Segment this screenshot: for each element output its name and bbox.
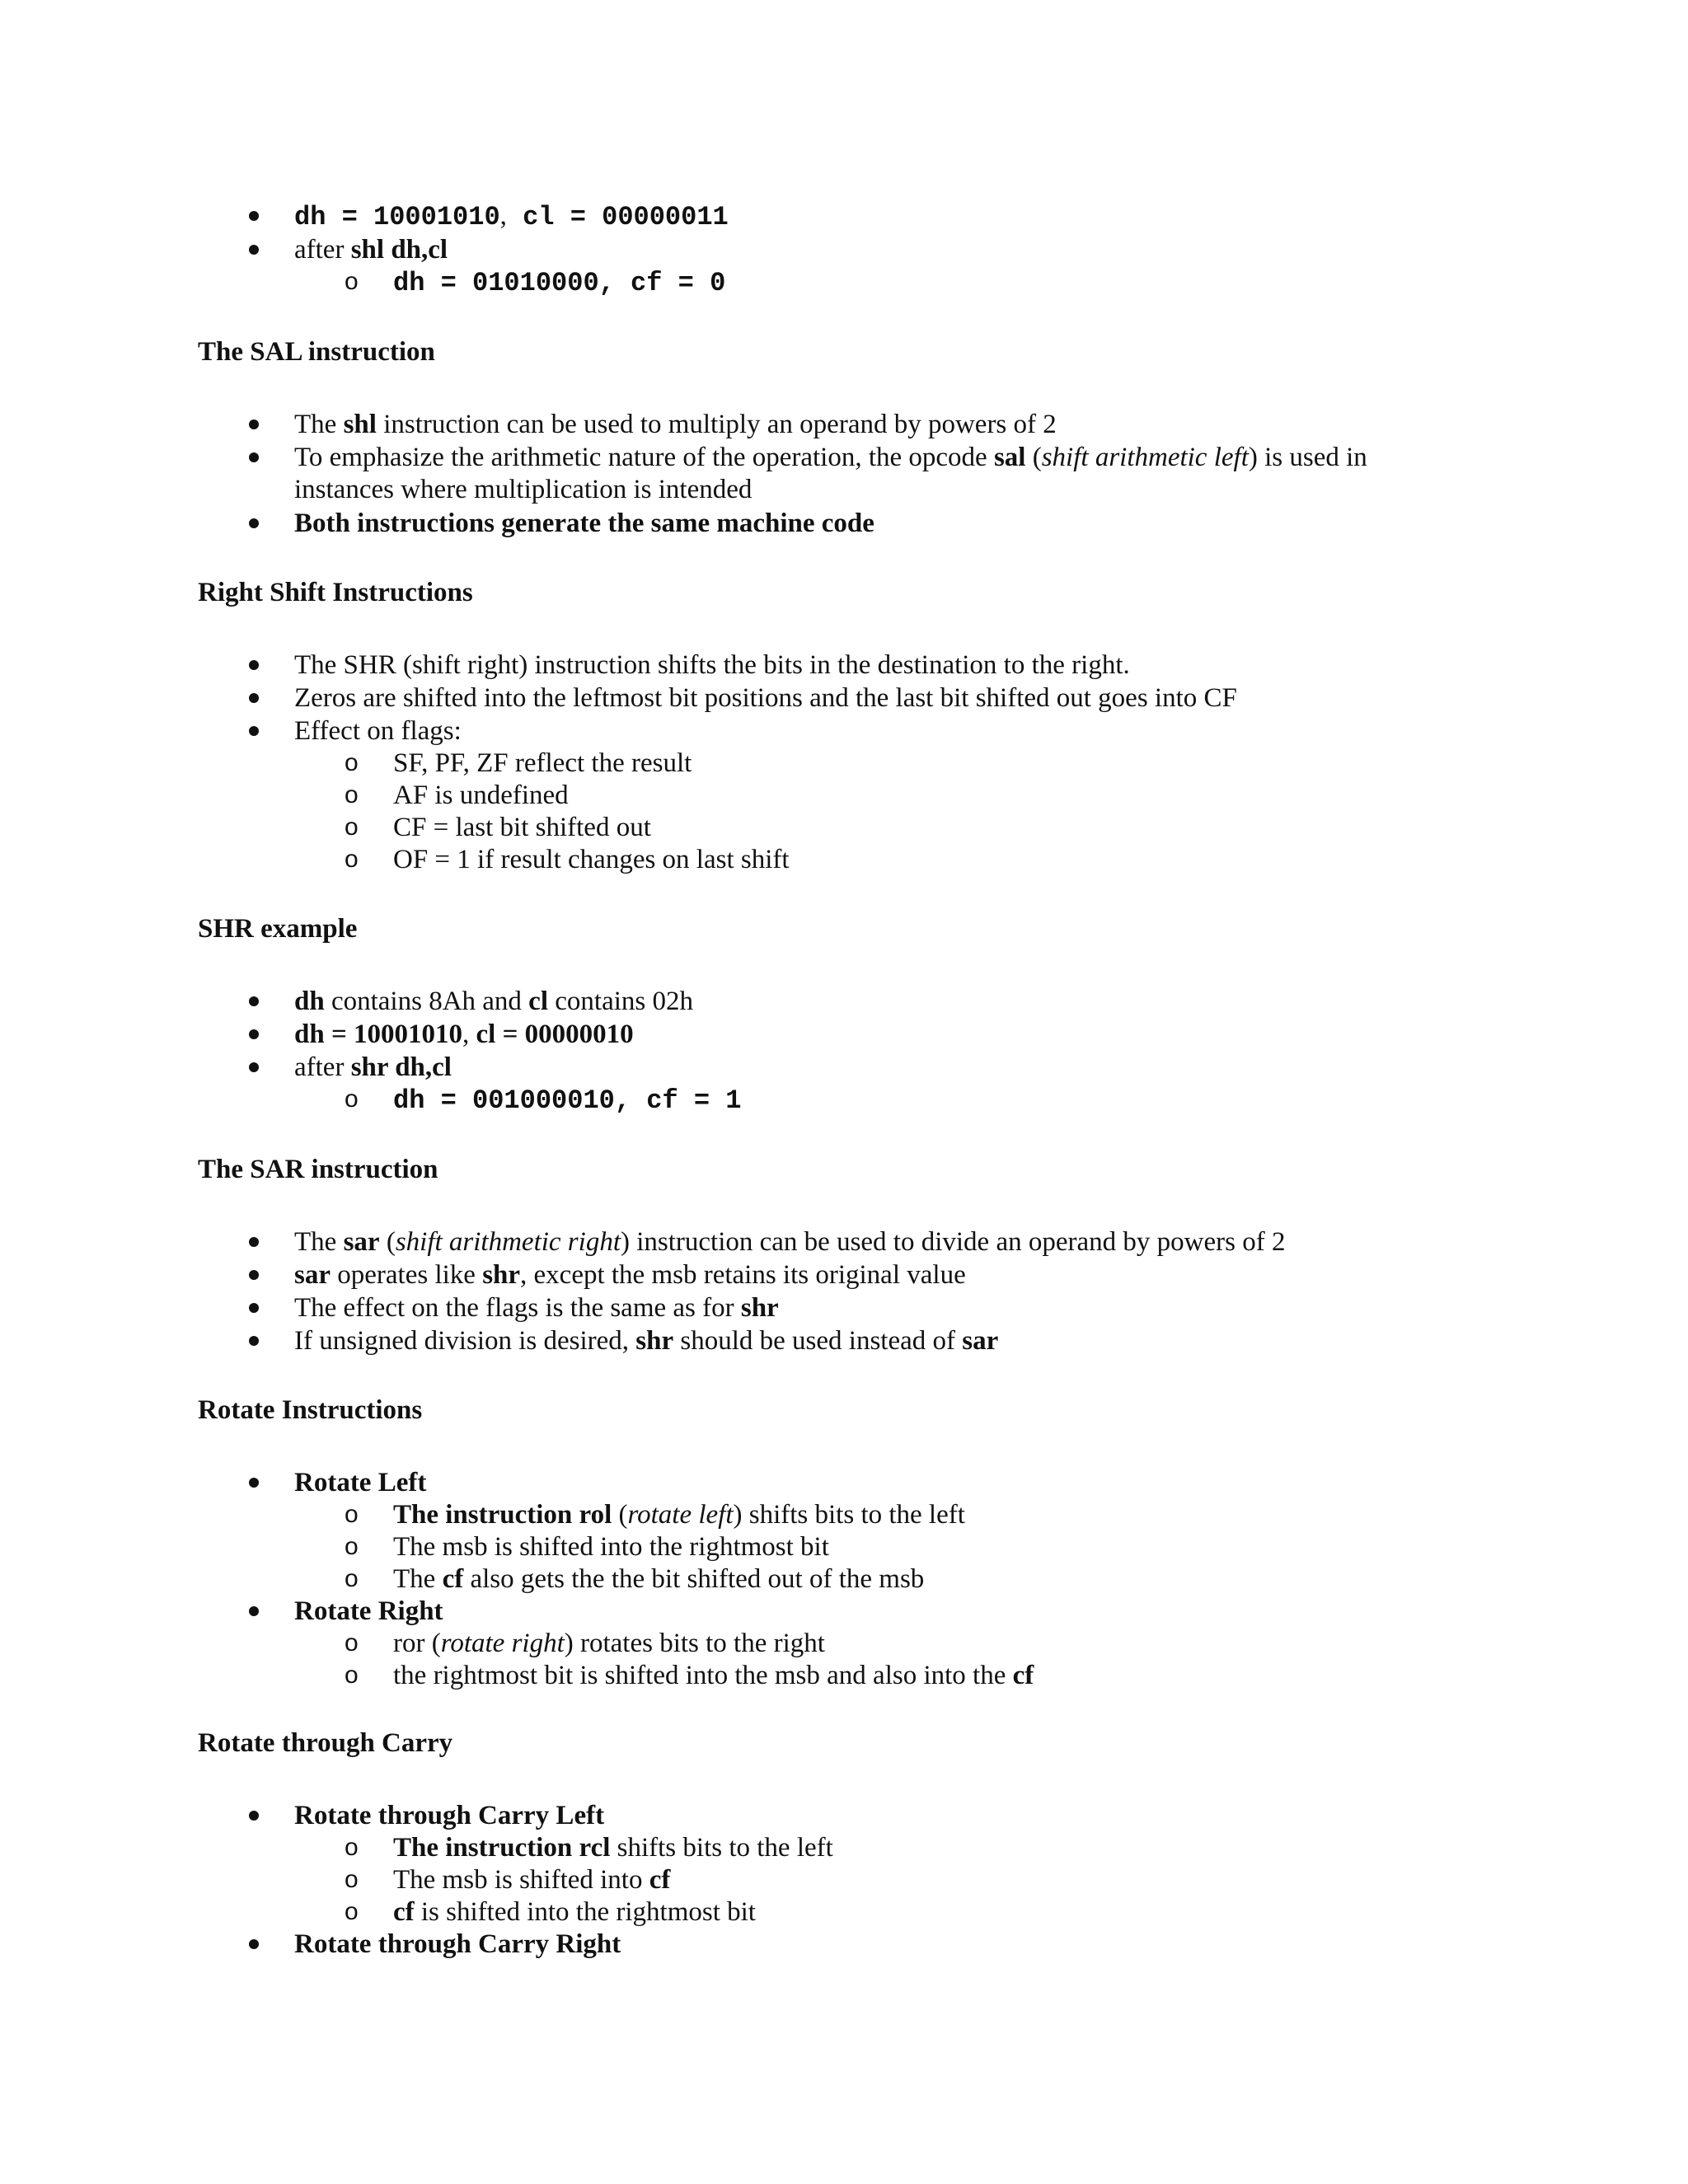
text: ) shifts bits to the left (733, 1500, 965, 1530)
rotate-right-item-2 (393, 1660, 1034, 1691)
text: operates like (331, 1260, 483, 1290)
sal-bullet-3 (294, 508, 874, 539)
heading-shr-example: SHR example (198, 914, 358, 944)
sub-bullet-marker: o (345, 749, 359, 776)
rotate-right-item-1 (393, 1628, 825, 1659)
text-italic: rotate right (440, 1629, 565, 1658)
text: contains 8Ah and (324, 987, 529, 1016)
flags-item-3: CF = last bit shifted out (393, 813, 651, 842)
text: after (294, 1052, 351, 1082)
bullet (249, 726, 259, 736)
text-bold: dh (294, 987, 325, 1016)
text-bold: cf (393, 1897, 415, 1927)
sub-bullet-marker: o (345, 781, 359, 808)
bullet (249, 1336, 259, 1346)
top-example-line-2 (294, 234, 448, 265)
sub-bullet-marker: o (345, 846, 359, 873)
bullet (249, 1939, 259, 1949)
bullet (249, 1062, 259, 1072)
text: The (393, 1564, 443, 1594)
top-example-line-1 (294, 200, 729, 232)
text: , except the msb retains its original value (520, 1260, 966, 1290)
flags-item-1: SF, PF, ZF reflect the result (393, 748, 692, 778)
text: ) instruction can be used to divide an operand by powers of 2 (620, 1227, 1286, 1257)
sub-bullet-marker: o (345, 1501, 359, 1528)
bullet (249, 996, 259, 1006)
text: ( (612, 1500, 628, 1530)
code-cl-value: cl = 00000011 (506, 202, 729, 232)
bullet (249, 419, 259, 429)
text: The (294, 1227, 344, 1257)
sub-bullet-marker: o (345, 1866, 359, 1893)
text: ( (379, 1227, 396, 1257)
text-bold: sar (343, 1227, 380, 1257)
text: should be used instead of (673, 1326, 963, 1356)
sub-bullet-marker: o (345, 1661, 359, 1689)
carry-left-item-2 (393, 1864, 670, 1896)
heading-rotate-through-carry: Rotate through Carry (198, 1728, 453, 1758)
comma: , (499, 201, 507, 231)
right-shift-bullet-2: Zeros are shifted into the leftmost bit positions and the last bit shifted out goes into CF (294, 683, 1237, 713)
carry-left-item-3 (393, 1896, 756, 1928)
text-bold: shr dh,cl (350, 1052, 452, 1082)
sar-bullet-2 (294, 1259, 966, 1291)
bullet (249, 693, 259, 703)
text: The effect on the flags is the same as for (294, 1293, 741, 1323)
text-italic: rotate left (627, 1500, 734, 1530)
text-bold: shr (482, 1260, 521, 1290)
sal-bullet-2-continuation: instances where multiplication is intended (294, 475, 753, 504)
text: instruction can be used to multiply an operand by powers of 2 (376, 410, 1057, 439)
rotate-left-title (294, 1467, 426, 1498)
bullet (249, 660, 259, 670)
text-bold: The instruction rol (393, 1500, 612, 1530)
carry-left-item-1 (393, 1832, 833, 1863)
heading-sal: The SAL instruction (198, 337, 435, 367)
text: , (462, 1019, 476, 1049)
flags-item-2: AF is undefined (393, 780, 569, 810)
text-bold: dh = 10001010 (294, 1019, 463, 1049)
text: contains 02h (548, 987, 693, 1016)
rotate-left-item-1 (393, 1499, 965, 1530)
text: after (294, 235, 351, 265)
bullet (249, 452, 259, 462)
text: The msb is shifted into (393, 1865, 649, 1895)
text-bold: shl (343, 410, 377, 439)
text: ) is used in (1248, 443, 1367, 472)
shr-example-result (393, 1084, 741, 1115)
shr-example-bullet-3 (294, 1052, 452, 1083)
text-bold: Both instructions generate the same machine code (294, 509, 874, 538)
text-bold: Rotate through Carry Left (294, 1801, 605, 1830)
text: also gets the the bit shifted out of the msb (463, 1564, 925, 1594)
text: The (294, 410, 344, 439)
bullet (249, 518, 259, 528)
sar-bullet-1 (294, 1226, 1285, 1258)
text-bold: sar (962, 1326, 999, 1356)
sal-bullet-1 (294, 409, 1057, 440)
carry-right-title (294, 1929, 621, 1960)
flags-item-4: OF = 1 if result changes on last shift (393, 845, 790, 874)
bullet (249, 1270, 259, 1280)
bullet (249, 245, 259, 255)
sub-bullet-marker: o (345, 1533, 359, 1560)
sub-bullet-marker: o (345, 1629, 359, 1657)
text-bold: Rotate Right (294, 1596, 443, 1626)
rotate-left-item-3 (393, 1563, 924, 1595)
text-bold: Rotate through Carry Right (294, 1929, 621, 1959)
text-bold: sal (993, 443, 1026, 472)
heading-rotate: Rotate Instructions (198, 1395, 423, 1425)
bullet (249, 211, 259, 221)
text-bold: Rotate Left (294, 1468, 427, 1497)
sar-bullet-4 (294, 1325, 998, 1357)
sub-bullet-marker: o (345, 1834, 359, 1861)
heading-right-shift: Right Shift Instructions (198, 578, 473, 607)
bullet (249, 1811, 259, 1821)
instruction-text: shl dh,cl (350, 235, 448, 265)
sub-bullet-marker: o (345, 268, 359, 295)
sub-bullet-marker: o (345, 1898, 359, 1925)
text: To emphasize the arithmetic nature of the operation, the opcode (294, 443, 994, 472)
sar-bullet-3 (294, 1292, 779, 1324)
code-result: dh = 001000010, cf = 1 (393, 1085, 742, 1116)
right-shift-bullet-1: The SHR (shift right) instruction shifts the bits in the destination to the right. (294, 650, 1130, 680)
text: ) rotates bits to the right (564, 1629, 825, 1658)
text: shifts bits to the left (610, 1833, 833, 1863)
heading-sar: The SAR instruction (198, 1155, 438, 1184)
bullet (249, 1478, 259, 1488)
code-dh-value: dh = 10001010 (294, 202, 500, 232)
text-bold: cf (649, 1865, 671, 1895)
sub-bullet-marker: o (345, 1085, 359, 1113)
shr-example-bullet-2 (294, 1019, 634, 1050)
carry-left-title (294, 1800, 604, 1831)
bullet (249, 1237, 259, 1247)
shr-example-bullet-1 (294, 986, 693, 1017)
rotate-right-title (294, 1596, 443, 1627)
text-bold: sar (294, 1260, 331, 1290)
top-example-line-3 (393, 266, 725, 298)
sub-bullet-marker: o (345, 813, 359, 841)
bullet (249, 1606, 259, 1616)
text-bold: cf (1012, 1661, 1034, 1690)
text-italic: shift arithmetic right (395, 1227, 621, 1257)
text-italic: shift arithmetic left (1041, 443, 1249, 472)
text: the rightmost bit is shifted into the msb and also into the (393, 1661, 1013, 1690)
text: ( (1025, 443, 1042, 472)
bullet (249, 1029, 259, 1039)
text-bold: shr (635, 1326, 674, 1356)
code-result: dh = 01010000, cf = 0 (393, 268, 726, 298)
bullet (249, 1303, 259, 1313)
text-bold: shr (740, 1293, 779, 1323)
sub-bullet-marker: o (345, 1565, 359, 1592)
text: ror ( (393, 1629, 441, 1658)
text: If unsigned division is desired, (294, 1326, 636, 1356)
text: is shifted into the rightmost bit (414, 1897, 756, 1927)
text-bold: cf (442, 1564, 464, 1594)
text-bold: cl = 00000010 (476, 1019, 634, 1049)
sal-bullet-2 (294, 442, 1367, 473)
text-bold: The instruction rcl (393, 1833, 611, 1863)
rotate-left-item-2: The msb is shifted into the rightmost bit (393, 1532, 829, 1562)
right-shift-bullet-3: Effect on flags: (294, 716, 462, 746)
text-bold: cl (528, 987, 548, 1016)
